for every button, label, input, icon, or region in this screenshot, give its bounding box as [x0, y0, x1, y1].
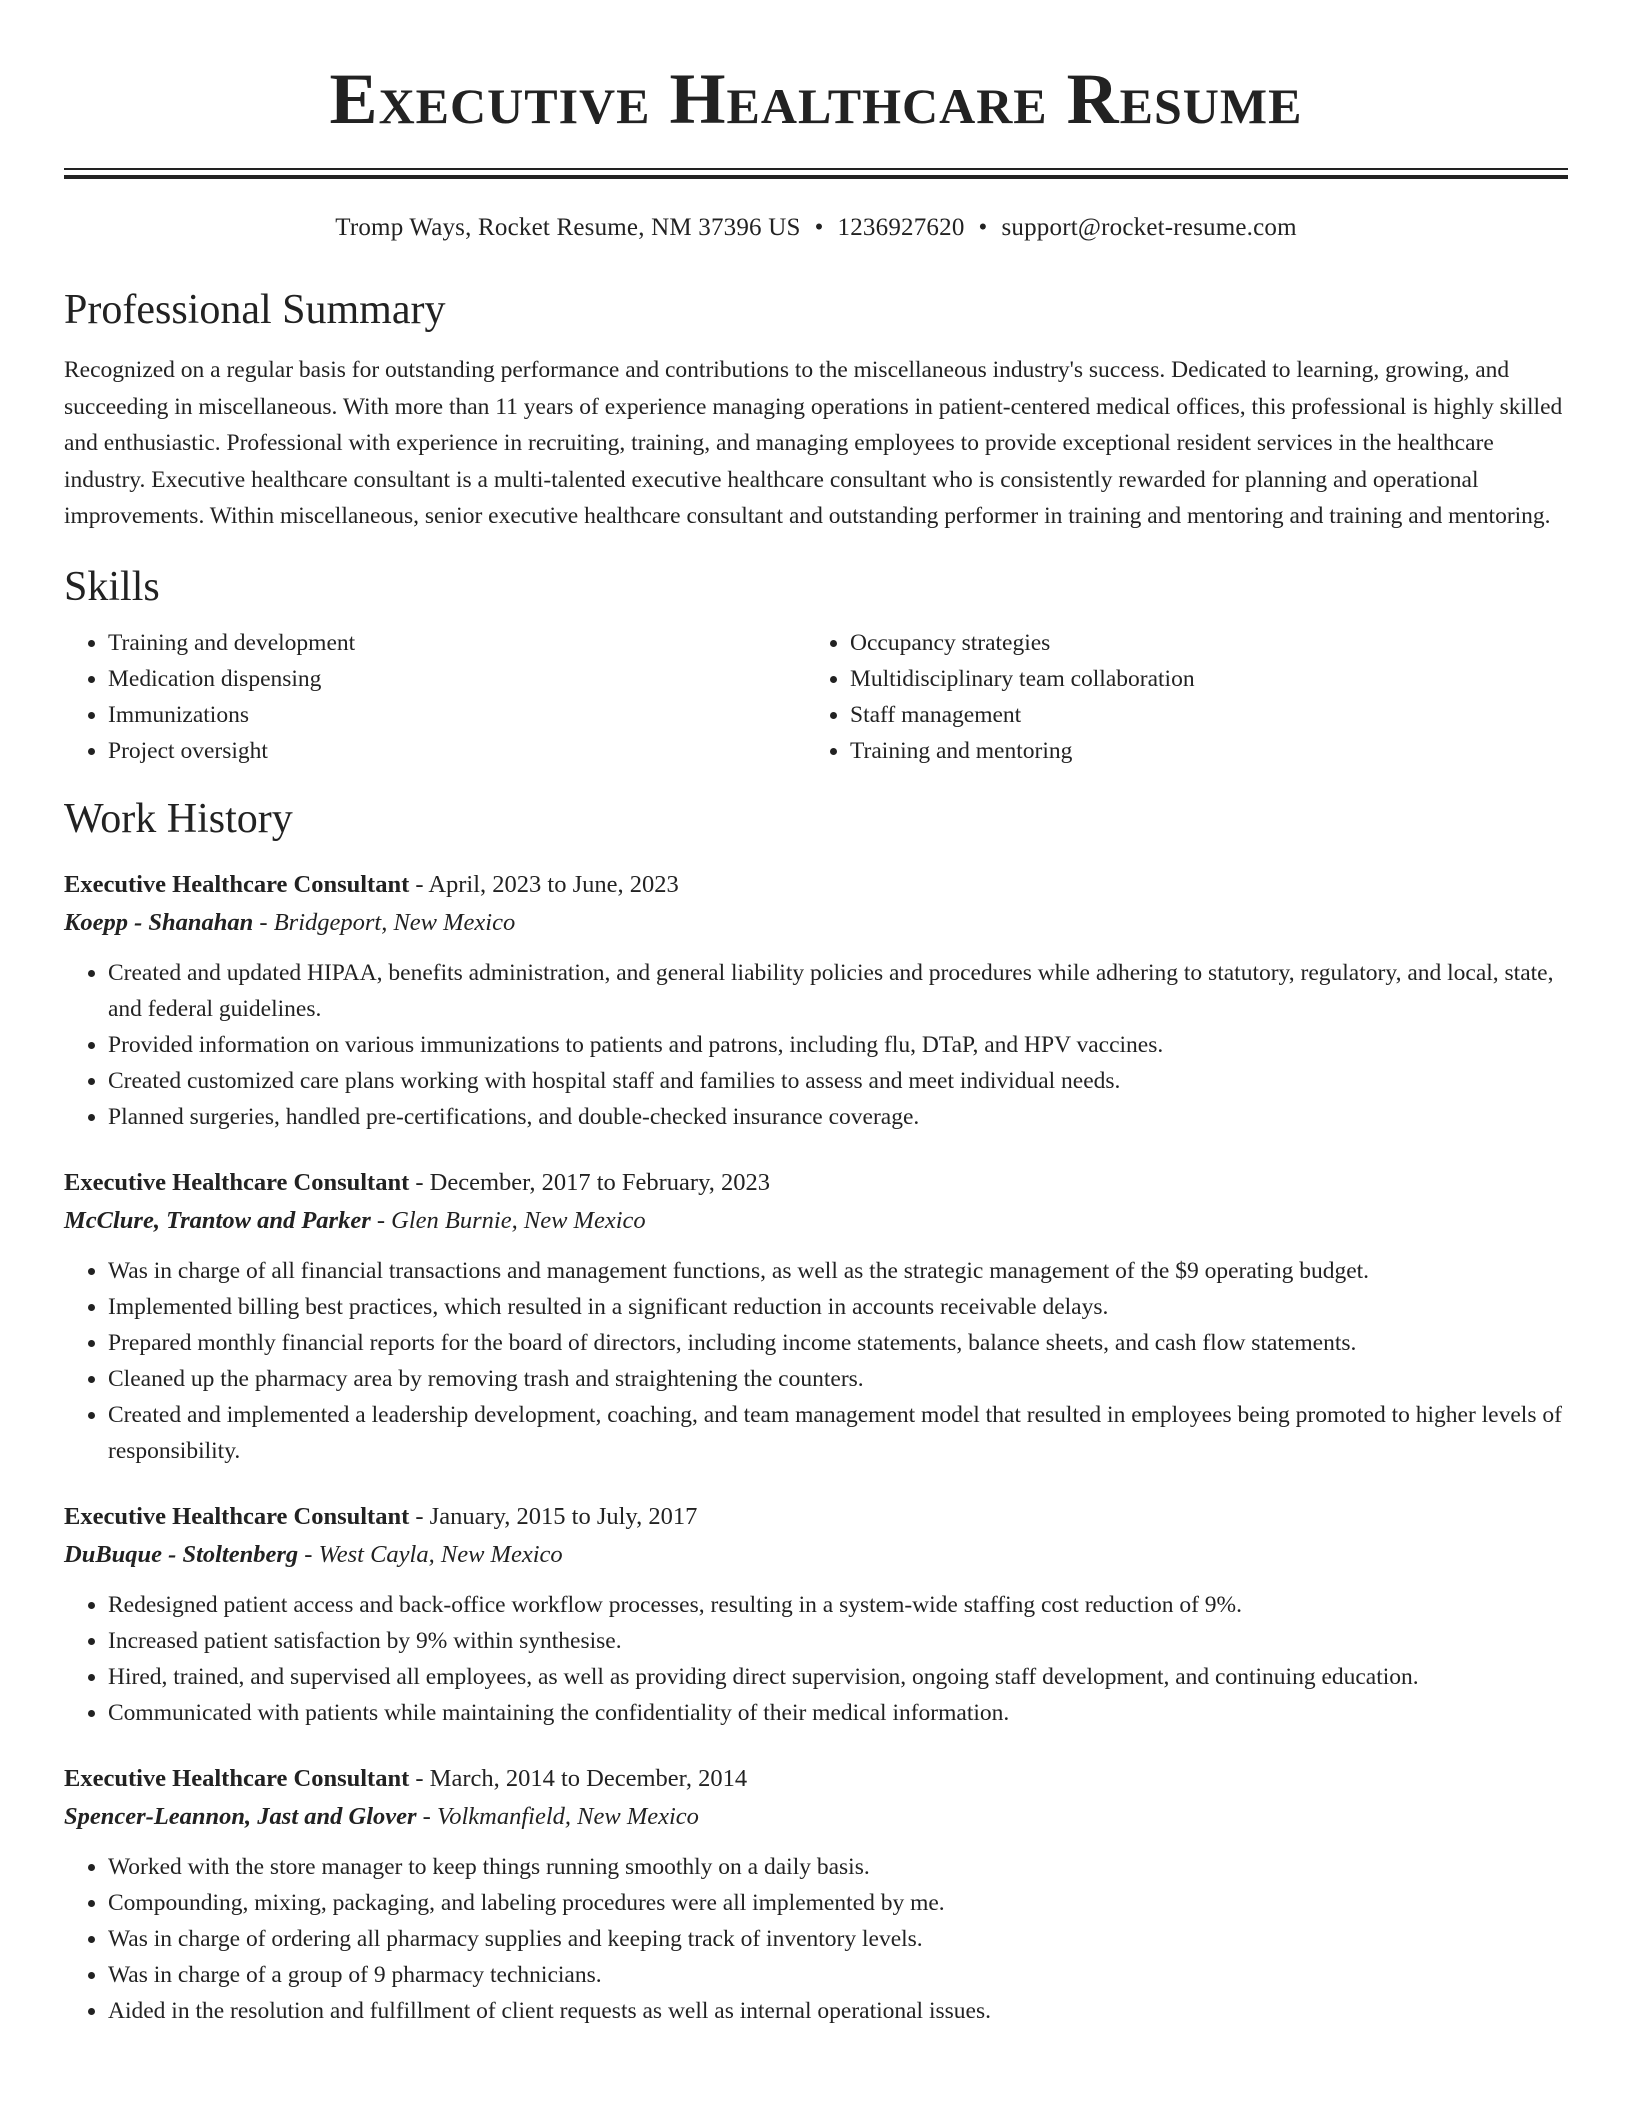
- job-title-line: [64, 1167, 1568, 1199]
- job-bullet: • Implemented billing best practices, which resulted in a significant reduction in accounts receivable delays.: [108, 1289, 1568, 1325]
- job-bullets: [64, 1587, 1568, 1731]
- job-dates: January, 2015 to July, 2017: [429, 1502, 698, 1530]
- job-dates: December, 2017 to February, 2023: [429, 1168, 771, 1196]
- job-bullet: • Provided information on various immunizations to patients and patrons, including flu, DTaP, and HPV vaccines.: [108, 1027, 1568, 1063]
- contact-line: [64, 212, 1568, 244]
- job-entry: [64, 1167, 1568, 1469]
- job-bullet: • Created and updated HIPAA, benefits administration, and general liability policies and procedures while adhering to statutory, regulatory, and local, state, and federal guidelines.: [108, 955, 1568, 1027]
- job-bullet: • Hired, trained, and supervised all employees, as well as providing direct supervision, ongoing staff development, and continuing education.: [108, 1659, 1568, 1695]
- company-dash: -: [298, 1540, 319, 1568]
- company-dash: -: [370, 1206, 392, 1234]
- skills-list-right: [806, 625, 1548, 769]
- job-dash: -: [409, 1502, 430, 1530]
- job-bullet: • Planned surgeries, handled pre-certifications, and double-checked insurance coverage.: [108, 1099, 1568, 1135]
- skills-list-left: [64, 625, 806, 769]
- work-history-heading: Work History: [64, 795, 293, 842]
- job-bullet: • Prepared monthly financial reports for the board of directors, including income statements, balance sheets, and cash flow statements.: [108, 1325, 1568, 1361]
- company-dash: -: [416, 1802, 437, 1830]
- job-entry: [64, 1763, 1568, 2029]
- job-dates: March, 2014 to December, 2014: [429, 1764, 748, 1792]
- skill-item: • Medication dispensing: [108, 661, 806, 697]
- job-dates: April, 2023 to June, 2023: [428, 870, 679, 898]
- company-name: DuBuque - Stoltenberg: [64, 1540, 299, 1568]
- job-bullets: [64, 955, 1568, 1135]
- title-divider: [64, 168, 1568, 179]
- skill-item: • Staff management: [850, 697, 1548, 733]
- job-title: Executive Healthcare Consultant: [64, 1764, 410, 1792]
- job-title-line: [64, 1501, 1568, 1533]
- job-dash: -: [409, 1168, 430, 1196]
- job-entry: [64, 1501, 1568, 1731]
- job-bullets: [64, 1253, 1568, 1469]
- job-bullet: • Communicated with patients while maintaining the confidentiality of their medical information.: [108, 1695, 1568, 1731]
- job-title: Executive Healthcare Consultant: [64, 1502, 410, 1530]
- job-bullet: • Was in charge of ordering all pharmacy supplies and keeping track of inventory levels.: [108, 1921, 1568, 1957]
- job-title-line: [64, 1763, 1568, 1795]
- job-bullet: • Aided in the resolution and fulfillment of client requests as well as internal operational issues.: [108, 1993, 1568, 2029]
- contact-address: Tromp Ways, Rocket Resume, NM 37396 US: [335, 214, 801, 241]
- job-title: Executive Healthcare Consultant: [64, 1168, 410, 1196]
- skill-item: • Multidisciplinary team collaboration: [850, 661, 1548, 697]
- company-dash: -: [253, 908, 274, 936]
- job-bullet: • Created customized care plans working with hospital staff and families to assess and meet individual needs.: [108, 1063, 1568, 1099]
- summary-text: Recognized on a regular basis for outstanding performance and contributions to the miscellaneous industry's success. Dedicated to learning, growing, and succeeding in miscellaneous. With more than 11 years of experience managing operations in patient-centered medical offices, this professional is highly skilled and enthusiastic. Professional with experience in recruiting, training, and managing employees to provide exceptional resident services in the healthcare industry. Executive healthcare consultant is a multi-talented executive healthcare consultant who is consistently rewarded for planning and operational improvements. Within miscellaneous, senior executive healthcare consultant and outstanding performer in training and mentoring and training and mentoring.: [64, 357, 1563, 529]
- company-name: Spencer-Leannon, Jast and Glover: [64, 1802, 417, 1830]
- company-line: [64, 907, 1568, 939]
- job-title-line: [64, 869, 1568, 901]
- company-line: [64, 1539, 1568, 1571]
- skills-heading: Skills: [64, 563, 160, 610]
- company-line: [64, 1205, 1568, 1237]
- job-bullet: • Compounding, mixing, packaging, and labeling procedures were all implemented by me.: [108, 1885, 1568, 1921]
- company-location: Volkmanfield, New Mexico: [436, 1802, 699, 1830]
- job-bullet: • Redesigned patient access and back-office workflow processes, resulting in a system-wide staffing cost reduction of 9%.: [108, 1587, 1568, 1623]
- job-bullets: [64, 1849, 1568, 2029]
- job-dash: -: [409, 870, 429, 898]
- skill-item: • Project oversight: [108, 733, 806, 769]
- resume-title: Executive Healthcare Resume: [329, 59, 1303, 139]
- skill-item: • Training and mentoring: [850, 733, 1548, 769]
- skill-item: • Occupancy strategies: [850, 625, 1548, 661]
- skill-item: • Training and development: [108, 625, 806, 661]
- contact-separator: •: [978, 214, 988, 241]
- company-name: Koepp - Shanahan: [64, 908, 254, 936]
- company-name: McClure, Trantow and Parker: [64, 1206, 371, 1234]
- job-title: Executive Healthcare Consultant: [64, 870, 410, 898]
- skills-columns: [64, 625, 1568, 769]
- contact-email: support@rocket-resume.com: [1001, 214, 1297, 241]
- job-bullet: • Created and implemented a leadership development, coaching, and team management model that resulted in employees being promoted to higher levels of responsibility.: [108, 1397, 1568, 1469]
- summary-heading: Professional Summary: [64, 287, 446, 333]
- job-bullet: • Was in charge of a group of 9 pharmacy technicians.: [108, 1957, 1568, 1993]
- company-location: Bridgeport, New Mexico: [273, 908, 516, 936]
- skill-item: • Immunizations: [108, 697, 806, 733]
- contact-separator: •: [814, 214, 824, 241]
- company-location: West Cayla, New Mexico: [318, 1540, 563, 1568]
- job-bullet: • Was in charge of all financial transactions and management functions, as well as the strategic management of the $9 operating budget.: [108, 1253, 1568, 1289]
- job-bullet: • Cleaned up the pharmacy area by removing trash and straightening the counters.: [108, 1361, 1568, 1397]
- job-bullet: • Increased patient satisfaction by 9% within synthesise.: [108, 1623, 1568, 1659]
- company-location: Glen Burnie, New Mexico: [391, 1206, 646, 1234]
- job-bullet: • Worked with the store manager to keep things running smoothly on a daily basis.: [108, 1849, 1568, 1885]
- resume-page: [64, 0, 1568, 2029]
- job-dash: -: [409, 1764, 430, 1792]
- contact-phone: 1236927620: [837, 214, 965, 241]
- job-entry: [64, 869, 1568, 1135]
- company-line: [64, 1801, 1568, 1833]
